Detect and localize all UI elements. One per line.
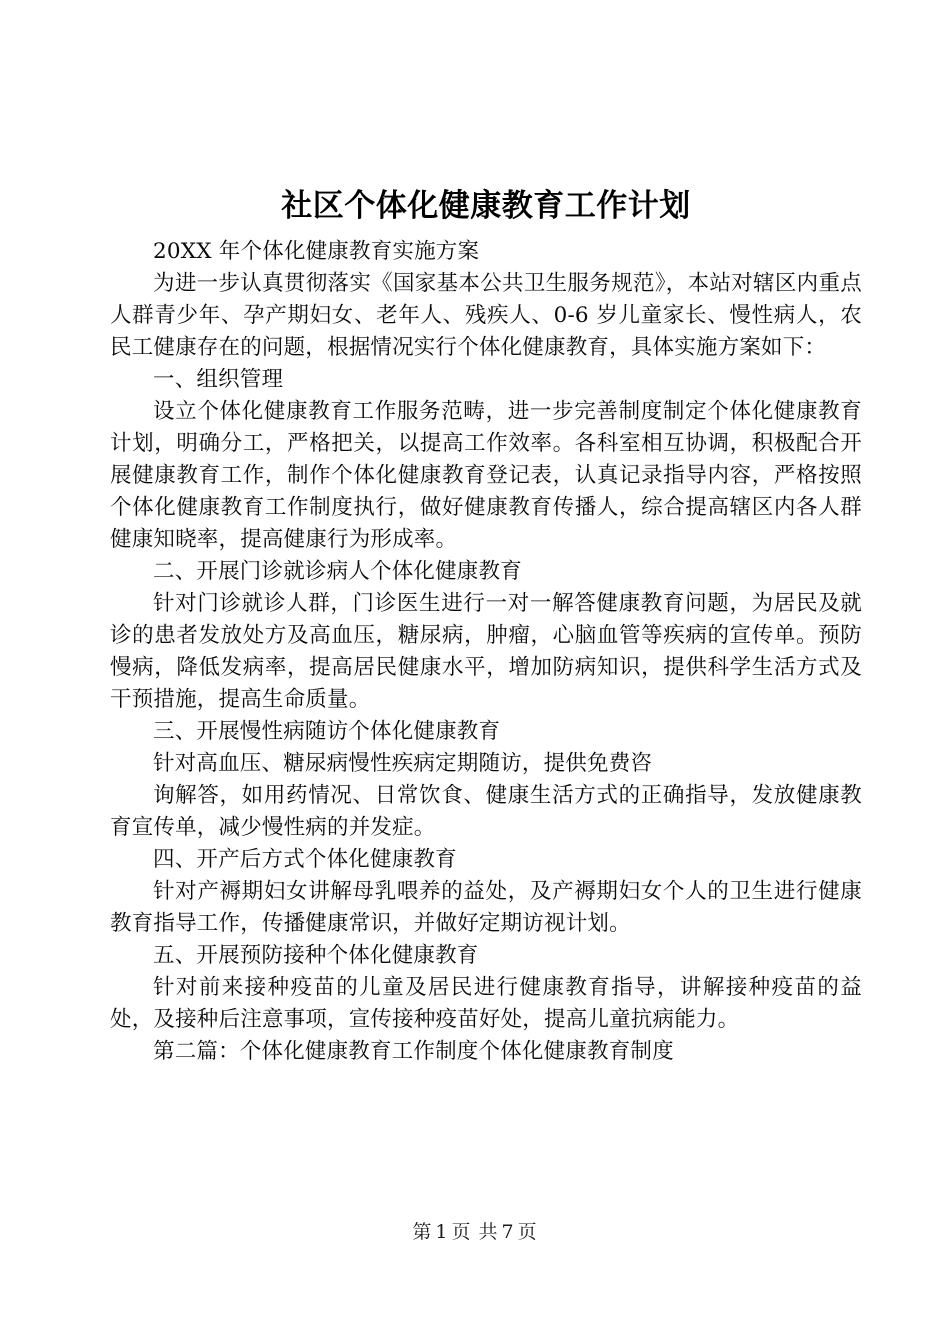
- section-heading-3: 三、开展慢性病随访个体化健康教育: [153, 719, 501, 744]
- document-body: [110, 236, 862, 1068]
- section-paragraph-5-1: 针对前来接种疫苗的儿童及居民进行健康教育指导，讲解接种疫苗的益处，及接种后注意事项，宣传接种疫苗好处，提高儿童抗病能力。: [110, 975, 862, 1032]
- intro-paragraph: 为进一步认真贯彻落实《国家基本公共卫生服务规范》，本站对辖区内重点人群青少年、孕产期妇女、老年人、残疾人、0-6 岁儿童家长、慢性病人，农民工健康存在的问题，根据情况实行个体化健康教育，具体实施方案如下：: [110, 271, 862, 360]
- page-title: 社区个体化健康教育工作计划: [281, 188, 691, 224]
- section-heading-5: 五、开展预防接种个体化健康教育: [153, 943, 479, 968]
- section-paragraph-4-1: 针对产褥期妇女讲解母乳喂养的益处，及产褥期妇女个人的卫生进行健康教育指导工作，传播健康常识，并做好定期访视计划。: [110, 879, 862, 936]
- footer-current-page: 1: [435, 1221, 449, 1243]
- closing-line: 第二篇：个体化健康教育工作制度个体化健康教育制度: [153, 1039, 674, 1064]
- footer-suffix: 页: [517, 1221, 538, 1243]
- section-paragraph-3-2: 询解答，如用药情况、日常饮食、健康生活方式的正确指导，发放健康教育宣传单，减少慢性病的并发症。: [110, 783, 862, 840]
- page-content: [110, 0, 862, 1068]
- section-paragraph-3-1: 针对高血压、糖尿病慢性疾病定期随访，提供免费咨: [153, 751, 653, 776]
- footer-total-pages: 7: [501, 1221, 515, 1243]
- page-footer: [0, 1218, 950, 1246]
- section-paragraph-2-1: 针对门诊就诊人群，门诊医生进行一对一解答健康教育问题，为居民及就诊的患者发放处方及高血压，糖尿病，肿瘤，心脑血管等疾病的宣传单。预防慢病，降低发病率，提高居民健康水平，增加防病知识，提供科学生活方式及干预措施，提高生命质量。: [110, 591, 862, 712]
- section-heading-2: 二、开展门诊就诊病人个体化健康教育: [153, 559, 522, 584]
- section-heading-4: 四、开产后方式个体化健康教育: [153, 847, 457, 872]
- section-heading-1: 一、组织管理: [153, 367, 284, 392]
- section-paragraph-1-1: 设立个体化健康教育工作服务范畴，进一步完善制度制定个体化健康教育计划，明确分工，严格把关，以提高工作效率。各科室相互协调，积极配合开展健康教育工作，制作个体化健康教育登记表，认真记录指导内容，严格按照个体化健康教育工作制度执行，做好健康教育传播人，综合提高辖区内各人群健康知晓率，提高健康行为形成率。: [110, 399, 862, 552]
- footer-prefix: 第: [412, 1221, 433, 1243]
- footer-middle: 页 共: [451, 1221, 499, 1243]
- subtitle-line: 20XX 年个体化健康教育实施方案: [153, 239, 480, 264]
